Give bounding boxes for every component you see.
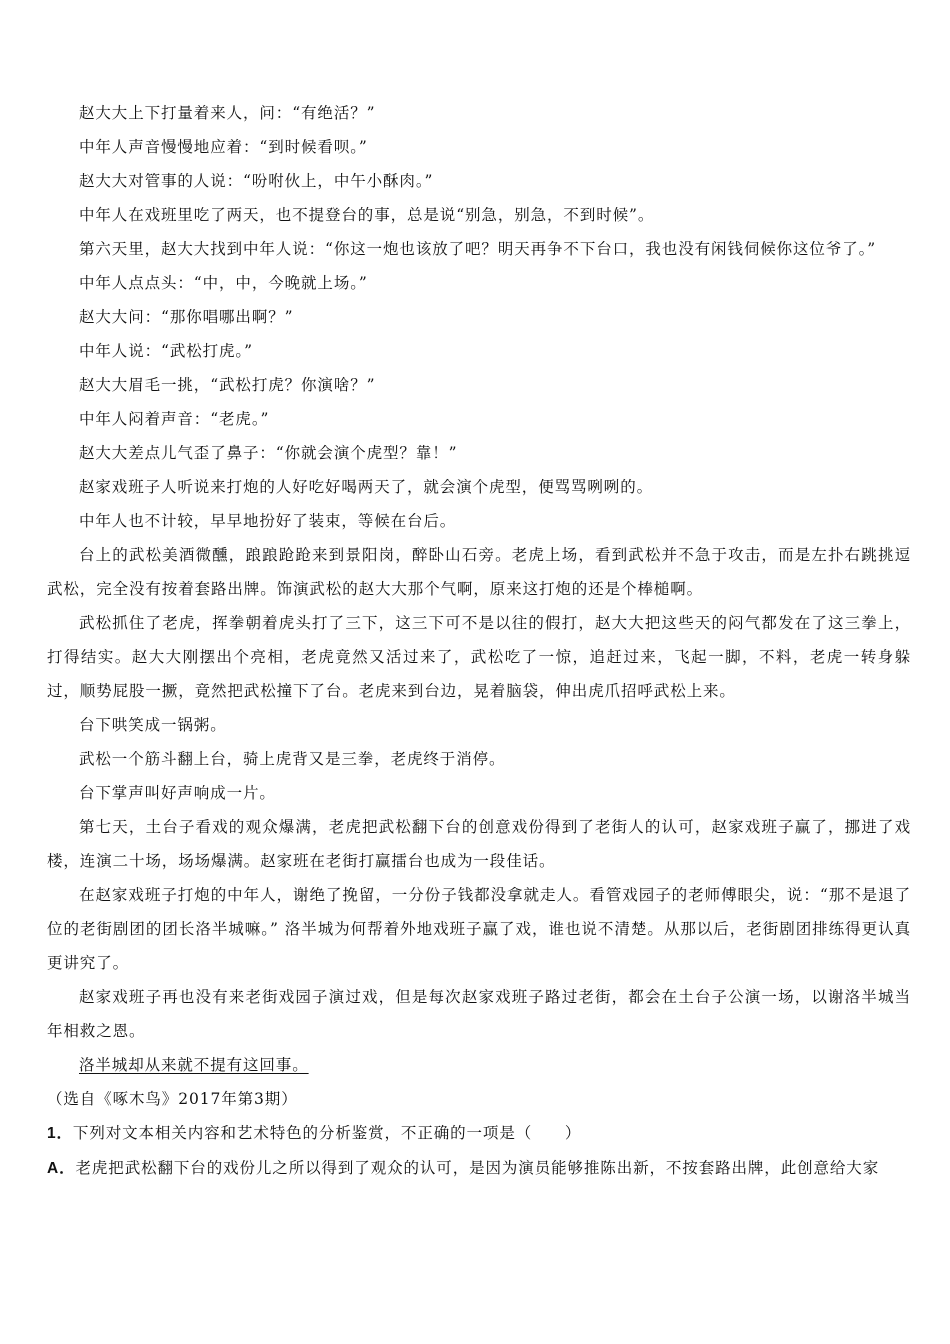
option-a-text: 老虎把武松翻下台的戏份儿之所以得到了观众的认可，是因为演员能够推陈出新，不按套路出牌，此创意给大家 bbox=[75, 1159, 880, 1177]
story-paragraph: 台下哄笑成一锅粥。 bbox=[79, 716, 227, 734]
story-last-line bbox=[47, 1048, 911, 1082]
story-paragraph: 第七天，土台子看戏的观众爆满，老虎把武松翻下台的创意戏份得到了老街人的认可，赵家戏班子赢了，挪进了戏楼，连演二十场，场场爆满。赵家班在老街打赢擂台也成为一段佳话。 bbox=[47, 818, 911, 870]
story-paragraph: 中年人声音慢慢地应着：“到时候看呗。” bbox=[79, 138, 368, 156]
story-paragraph: 在赵家戏班子打炮的中年人，谢绝了挽留，一分份子钱都没拿就走人。看管戏园子的老师傅眼尖，说：“那不是退了位的老街剧团的团长洛半城嘛。” 洛半城为何帮着外地戏班子赢了戏，谁也说不清楚。从那以后，老街剧团排练得更认真更讲究了。 bbox=[47, 886, 911, 972]
question-text: 下列对文本相关内容和艺术特色的分析鉴赏，不正确的一项是（ ） bbox=[72, 1124, 582, 1142]
story-paragraph: 赵家戏班子人听说来打炮的人好吃好喝两天了，就会演个虎型，便骂骂咧咧的。 bbox=[79, 478, 654, 496]
source-citation: （选自《啄木鸟》2017年第3期） bbox=[47, 1090, 298, 1108]
question-number: 1． bbox=[47, 1125, 73, 1142]
story-paragraph: 赵大大问：“那你唱哪出啊？” bbox=[79, 308, 294, 326]
option-a-letter: A． bbox=[47, 1160, 76, 1177]
story-paragraph: 武松抓住了老虎，挥拳朝着虎头打了三下，这三下可不是以往的假打，赵大大把这些天的闷气都发在了这三拳上，打得结实。赵大大刚摆出个亮相，老虎竟然又活过来了，武松吃了一惊，追赶过来，飞起一脚，不料，老虎一转身躲过，顺势屁股一撅，竟然把武松撞下了台。老虎来到台边，晃着脑袋，伸出虎爪招呼武松上来。 bbox=[47, 614, 911, 700]
story-paragraph: 赵大大差点儿气歪了鼻子：“你就会演个虎型？靠！” bbox=[79, 444, 458, 462]
document-body bbox=[47, 96, 911, 1186]
question-stem bbox=[47, 1116, 911, 1151]
story-paragraph: 赵大大眉毛一挑，“武松打虎？你演啥？” bbox=[79, 376, 376, 394]
story-paragraph: 赵大大上下打量着来人，问：“有绝活？” bbox=[79, 104, 376, 122]
story-paragraph: 赵家戏班子再也没有来老街戏园子演过戏，但是每次赵家戏班子路过老街，都会在土台子公演一场，以谢洛半城当年相救之恩。 bbox=[47, 988, 911, 1040]
story-paragraph: 中年人闷着声音：“老虎。” bbox=[79, 410, 270, 428]
story-paragraph: 中年人点点头：“中，中，今晚就上场。” bbox=[79, 274, 368, 292]
story-paragraph: 中年人在戏班里吃了两天，也不提登台的事，总是说“别急，别急，不到时候”。 bbox=[79, 206, 655, 224]
underlined-sentence: 洛半城却从来就不提有这回事。 bbox=[79, 1056, 309, 1074]
story-paragraph: 中年人说：“武松打虎。” bbox=[79, 342, 253, 360]
story-paragraph: 武松一个筋斗翻上台，骑上虎背又是三拳，老虎终于消停。 bbox=[79, 750, 506, 768]
story-paragraph: 中年人也不计较，早早地扮好了装束，等候在台后。 bbox=[79, 512, 457, 530]
option-a bbox=[47, 1151, 911, 1186]
story-paragraph: 赵大大对管事的人说：“吩咐伙上，中午小酥肉。” bbox=[79, 172, 434, 190]
story-paragraph: 台下掌声叫好声响成一片。 bbox=[79, 784, 276, 802]
story-paragraph: 第六天里，赵大大找到中年人说：“你这一炮也该放了吧？明天再争不下台口，我也没有闲钱伺候你这位爷了。” bbox=[79, 240, 877, 258]
story-paragraph: 台上的武松美酒微醺，踉踉跄跄来到景阳岗，醉卧山石旁。老虎上场，看到武松并不急于攻击，而是左扑右跳挑逗武松，完全没有按着套路出牌。饰演武松的赵大大那个气啊，原来这打炮的还是个棒槌啊。 bbox=[47, 546, 911, 598]
